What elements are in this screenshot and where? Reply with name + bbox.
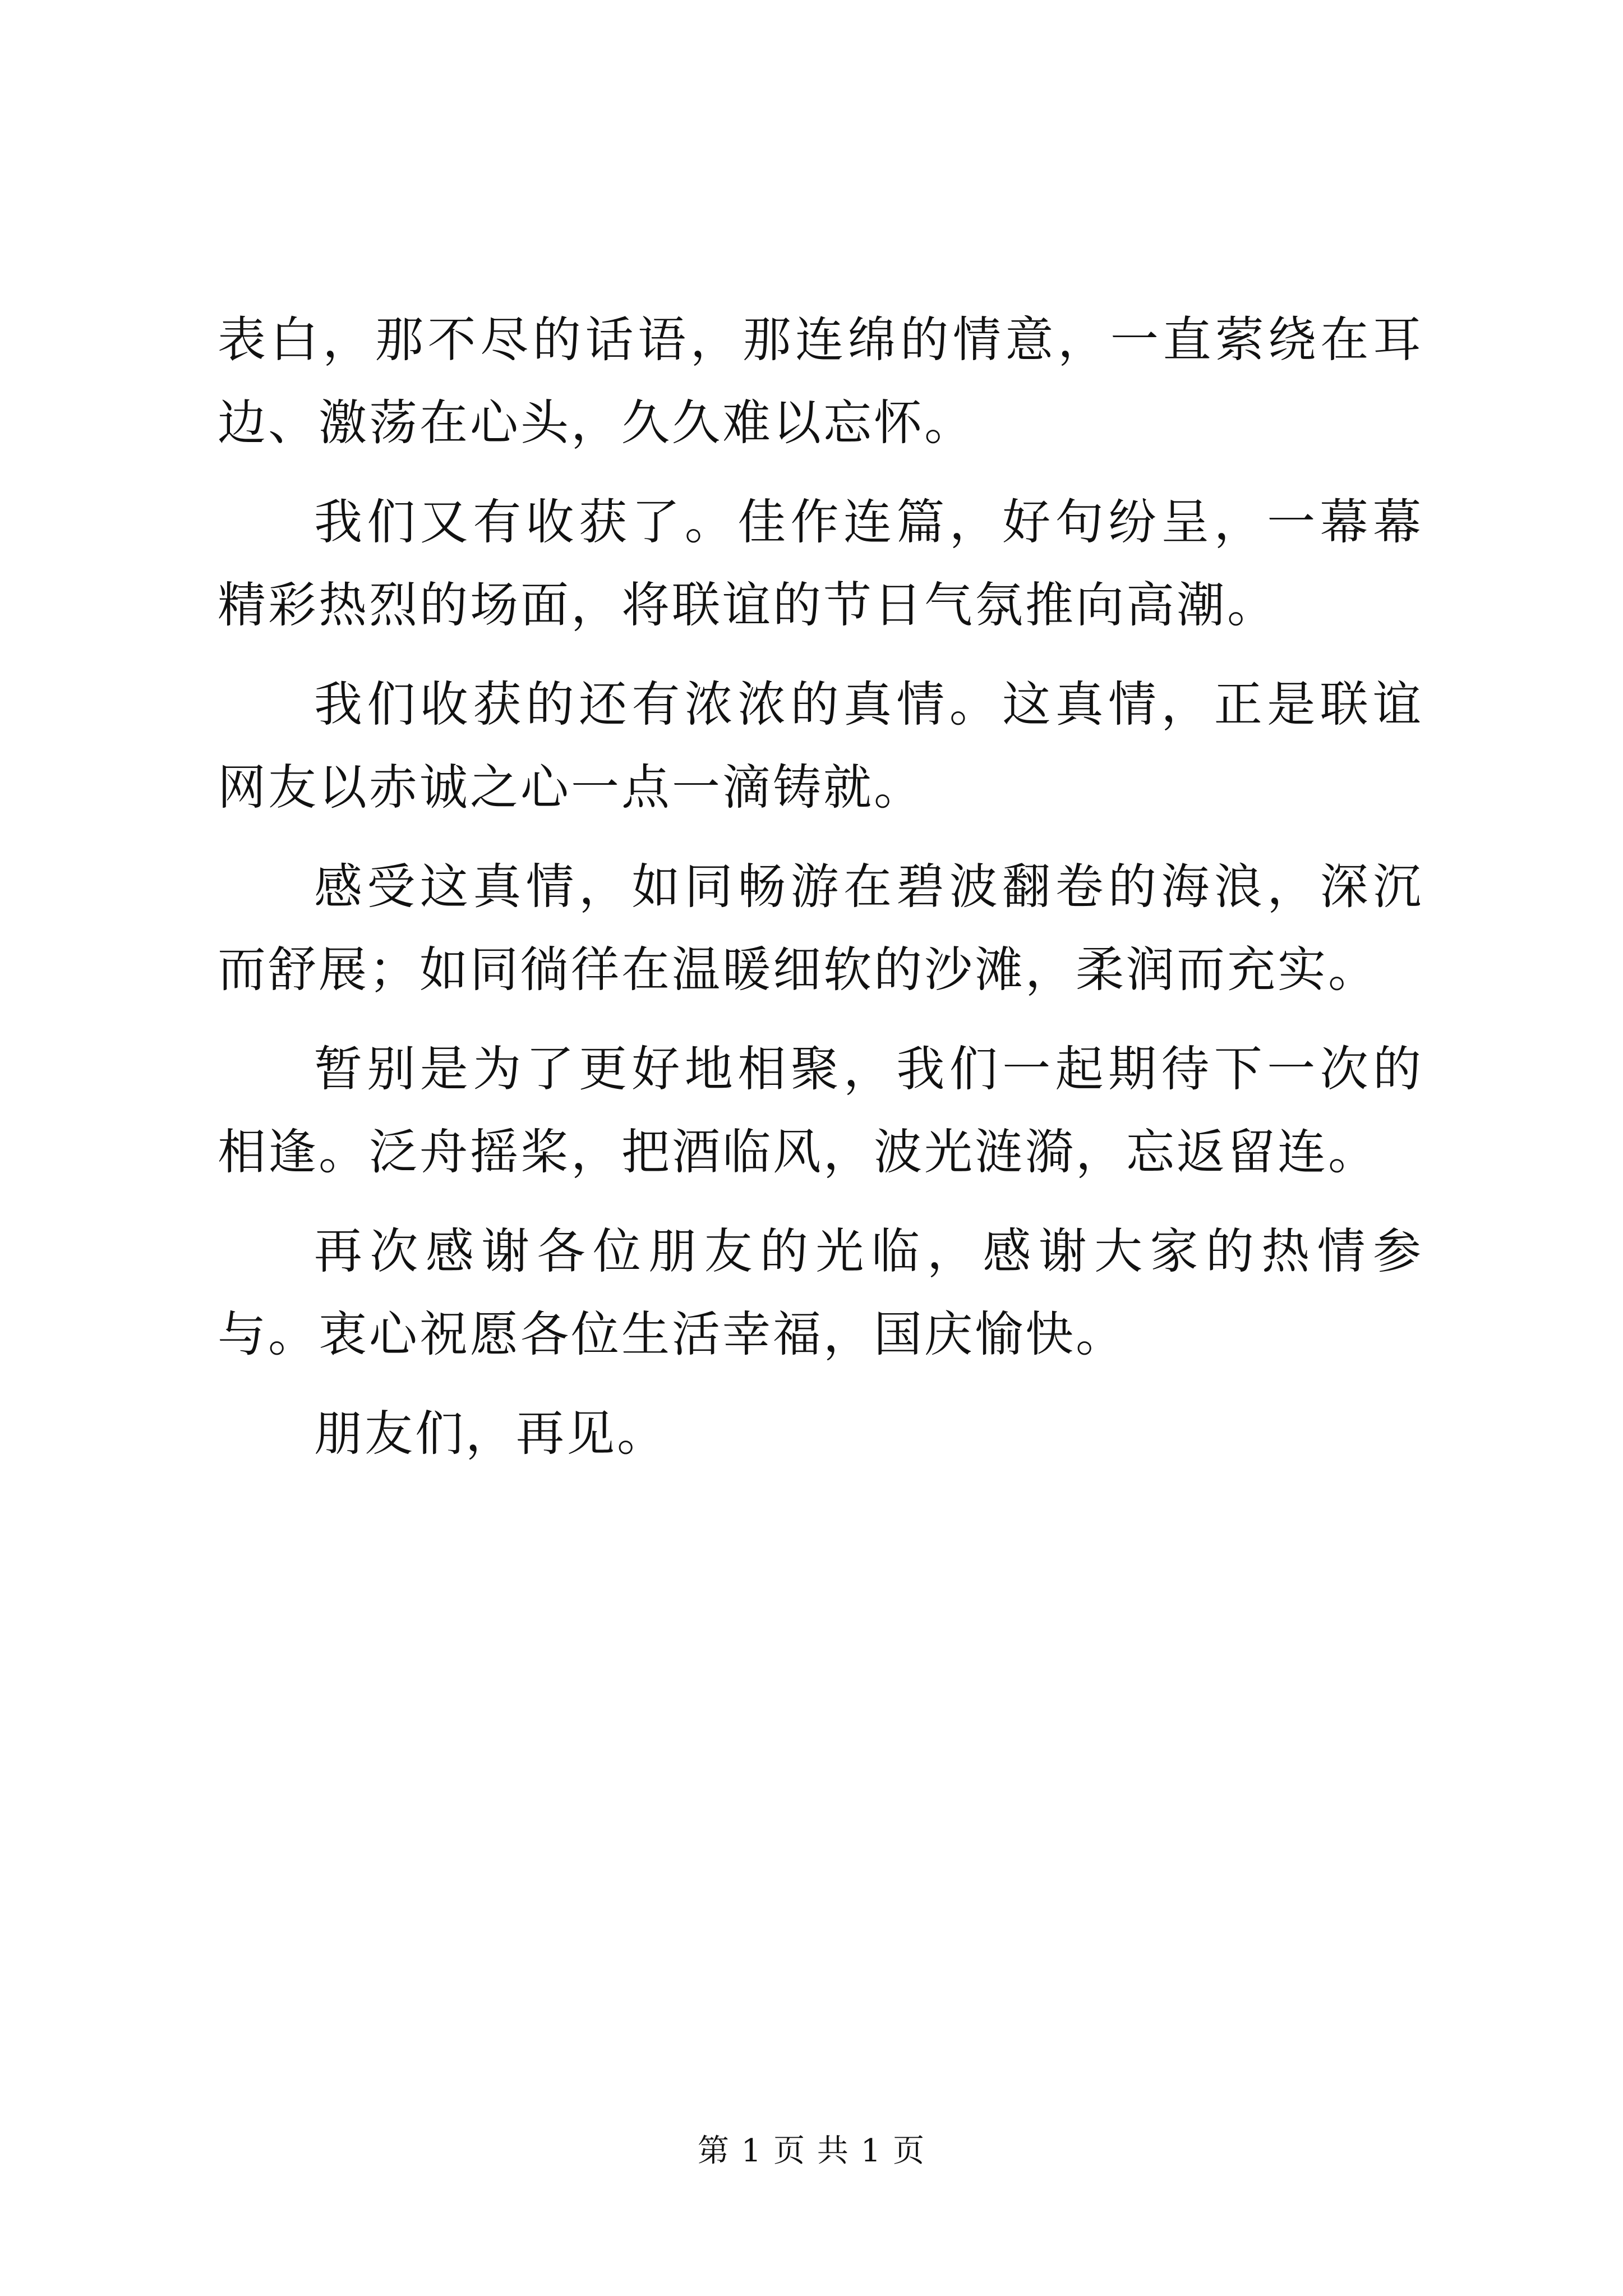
paragraph-2: 我们又有收获了。佳作连篇，好句纷呈，一幕幕精彩热烈的场面，将联谊的节日气氛推向高潮。 (218, 494, 1423, 633)
paragraph-5: 暂别是为了更好地相聚，我们一起期待下一次的相逢。泛舟摇桨，把酒临风，波光涟漪，忘返留连。 (218, 1041, 1423, 1180)
paragraph-1: 表白，那不尽的话语，那连绵的情意，一直萦绕在耳边、激荡在心头，久久难以忘怀。 (218, 312, 1423, 451)
document-body (218, 298, 1423, 1492)
paragraph-7: 朋友们，再见。 (314, 1406, 667, 1462)
paragraph-4: 感受这真情，如同畅游在碧波翻卷的海浪，深沉而舒展；如同徜徉在温暖细软的沙滩，柔润而充实。 (218, 859, 1423, 998)
page-number-footer: 第 1 页 共 1 页 (697, 2133, 926, 2169)
paragraph-6: 再次感谢各位朋友的光临，感谢大家的热情参与。衷心祝愿各位生活幸福，国庆愉快。 (218, 1223, 1423, 1363)
paragraph-3: 我们收获的还有浓浓的真情。这真情，正是联谊网友以赤诚之心一点一滴铸就。 (218, 677, 1423, 816)
